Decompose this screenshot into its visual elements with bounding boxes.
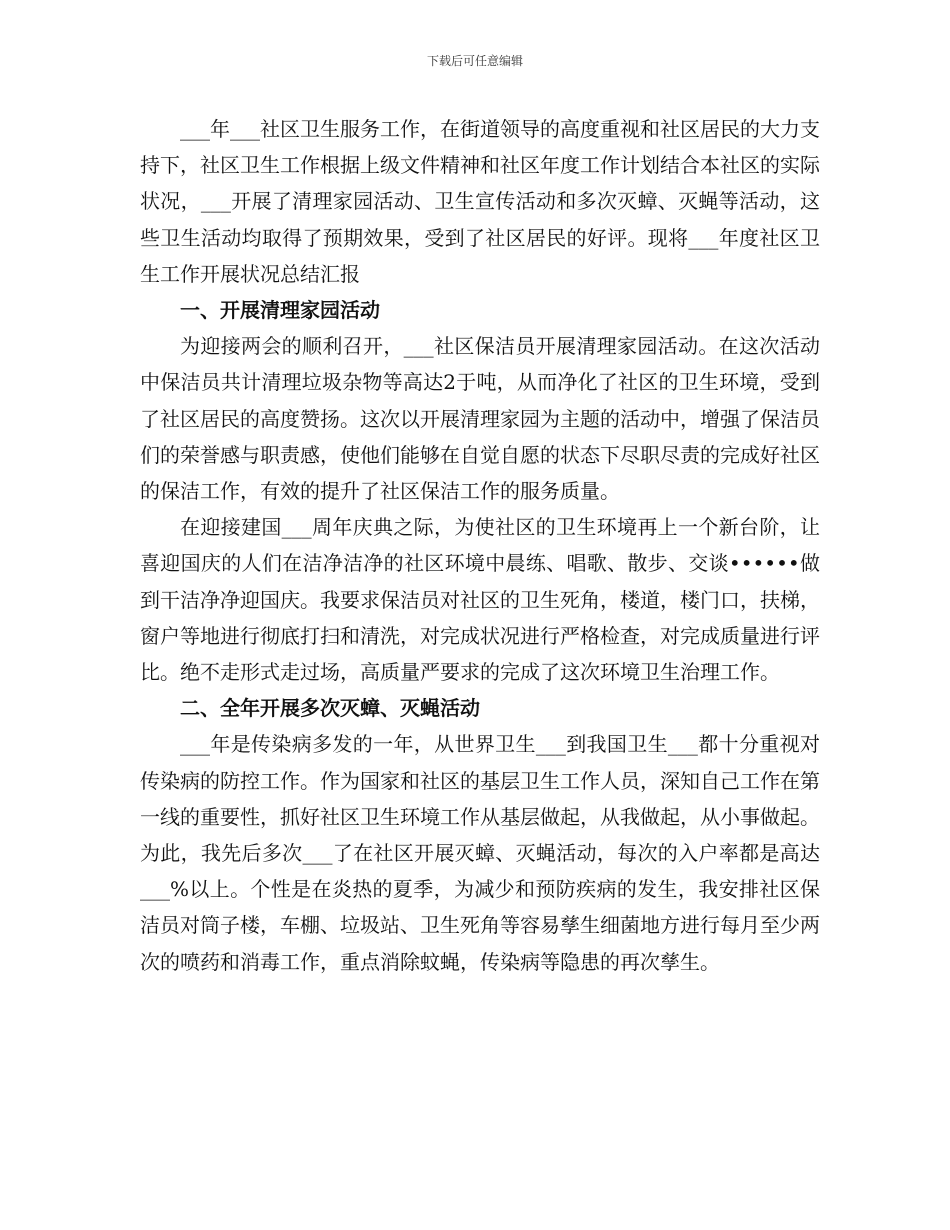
paragraph-pest-control: ___年是传染病多发的一年，从世界卫生___到我国卫生___都十分重视对传染病的防控工作。作为国家和社区的基层卫生工作人员，深知自己工作在第一线的重要性，抓好社区卫生环境工作从基层做起，从我做起，从小事做起。为此，我先后多次___了在社区开展灭蟑、灭蝇活动，每次的入户率都是高达___%以上。个性是在炎热的夏季，为减少和预防疾病的发生，我安排社区保洁员对筒子楼，车棚、垃圾站、卫生死角等容易孳生细菌地方进行每月至少两次的喷药和消毒工作，重点消除蚊蝇，传染病等隐患的再次孳生。	[140, 732, 820, 974]
paragraph-cleanup-activity: 为迎接两会的顺利召开，___社区保洁员开展清理家园活动。在这次活动中保洁员共计清理垃圾杂物等高达2于吨，从而净化了社区的卫生环境，受到了社区居民的高度赞扬。这次以开展清理家园为主题的活动中，增强了保洁员们的荣誉感与职责感，使他们能够在自觉自愿的状态下尽职尽责的完成好社区的保洁工作，有效的提升了社区保洁工作的服务质量。	[140, 334, 820, 504]
paragraph-intro: ___年___社区卫生服务工作，在街道领导的高度重视和社区居民的大力支持下，社区卫生工作根据上级文件精神和社区年度工作计划结合本社区的实际状况，___开展了清理家园活动、卫生宣传活动和多次灭蟑、灭蝇等活动，这些卫生活动均取得了预期效果，受到了社区居民的好评。现将___年度社区卫生工作开展状况总结汇报	[140, 117, 820, 286]
section-heading-1: 一、开展清理家园活动	[180, 298, 380, 323]
page-header-note: 下载后可任意编辑	[426, 54, 523, 68]
section-heading-2: 二、全年开展多次灭蟑、灭蝇活动	[180, 696, 480, 721]
paragraph-national-day: 在迎接建国___周年庆典之际，为使社区的卫生环境再上一个新台阶，让喜迎国庆的人们在洁净洁净的社区环境中晨练、唱歌、散步、交谈••••••做到干洁净净迎国庆。我要求保洁员对社区的卫生死角，楼道，楼门口，扶梯，窗户等地进行彻底打扫和清洗，对完成状况进行严格检查，对完成质量进行评比。绝不走形式走过场，高质量严要求的完成了这次环境卫生治理工作。	[140, 515, 820, 685]
document-body	[140, 111, 820, 980]
